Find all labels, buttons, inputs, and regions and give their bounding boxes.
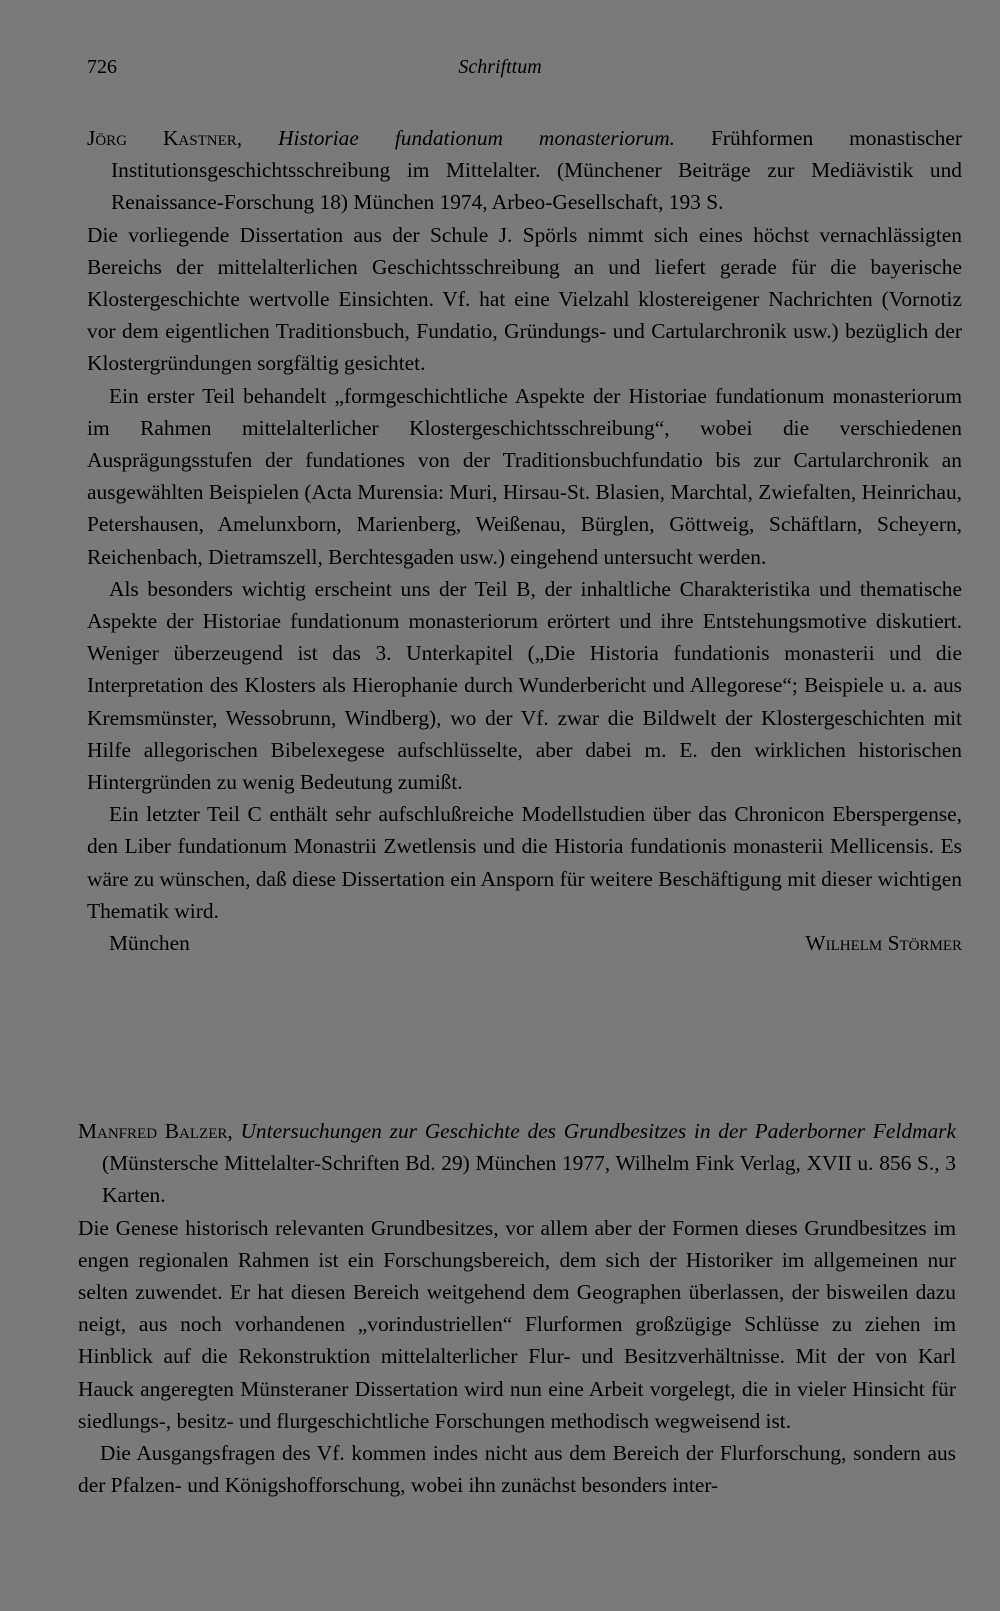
review-paragraph: Als besonders wichtig erscheint uns der Teil B, der inhaltliche Charakteristika und thematische Aspekte der Historiae fundationum monasteriorum erörtert und ihre Entstehungsmotive diskutiert. Weniger überzeugend ist das 3. Unterkapitel („Die Historia fundationis monasterii und die Interpretation des Klosters als Hierophanie durch Wunderbericht und Allegorese“; Beispiele u. a. aus Kremsmünster, Wessobrunn, Windberg), wo der Vf. zwar die Bildwelt der Klostergeschichten mit Hilfe allegorischen Bibelexegese aufschlüsselte, aber dabei m. E. den wirklichen historischen Hintergründen zu wenig Bedeutung zumißt. bbox=[87, 576, 962, 795]
reviewer-place: München bbox=[109, 931, 190, 956]
review-paragraph: Ein letzter Teil C enthält sehr aufschlußreiche Modellstudien über das Chronicon Eberspergense, den Liber fundationum Monastrii Zwetlensis und die Historia fundationis monasterii Mellicensis. Es wäre zu wünschen, daß diese Dissertation ein Ansporn für weitere Beschäftigung mit dieser wichtigen Thematik wird. bbox=[87, 802, 962, 923]
review-balzer bbox=[78, 1115, 956, 1501]
review-paragraph: Ein erster Teil behandelt „formgeschichtliche Aspekte der Historiae fundationum monasteriorum im Rahmen mittelalterlicher Klostergeschichtsschreibung“, wobei die verschiedenen Ausprägungsstufen der fundationes von der Traditionsbuchfundatio bis zur Cartularchronik an ausgewählten Beispielen (Acta Murensia: Muri, Hirsau-St. Blasien, Marchtal, Zwiefalten, Heinrichau, Petershausen, Amelunxborn, Marienberg, Weißenau, Bürglen, Göttweig, Schäftlarn, Scheyern, Reichenbach, Dietramszell, Berchtesgaden usw.) eingehend untersucht werden. bbox=[87, 383, 962, 569]
bibliographic-entry bbox=[78, 1115, 956, 1212]
reviewer-name: Wilhelm Störmer bbox=[805, 931, 962, 956]
review-paragraph: Die Ausgangsfragen des Vf. kommen indes nicht aus dem Bereich der Flurforschung, sondern aus der Pfalzen- und Königshofforschung, wobei ihn zunächst besonders inter- bbox=[78, 1441, 956, 1498]
publication-details: (Münstersche Mittelalter-Schriften Bd. 29) München 1977, Wilhelm Fink Verlag, XVII u. 856 S., 3 Karten. bbox=[102, 1151, 956, 1208]
book-title: Untersuchungen zur Geschichte des Grundbesitzes in der Paderborner Feldmark bbox=[240, 1119, 956, 1143]
running-head bbox=[0, 56, 1000, 86]
author-name: Jörg Kastner, bbox=[87, 126, 243, 150]
review-signature bbox=[87, 927, 962, 959]
page-number: 726 bbox=[87, 56, 117, 78]
review-paragraph: Die Genese historisch relevanten Grundbesitzes, vor allem aber der Formen dieses Grundbesitzes im engen regionalen Rahmen ist ein Forschungsbereich, dem sich der Historiker im allgemeinen nur selten zuwendet. Er hat diesen Bereich weitgehend dem Geographen überlassen, der bisweilen dazu neigt, aus noch vorhandenen „vorindustriellen“ Flurformen großzügige Schlüsse zu ziehen im Hinblick auf die Rekonstruktion mittelalterlicher Flur- und Besitzverhältnisse. Mit der von Karl Hauck angeregten Münsteraner Dissertation wird nun eine Arbeit vorgelegt, die in vieler Hinsicht für siedlungs-, besitz- und flurgeschichtliche Forschungen methodisch wegweisend ist. bbox=[78, 1215, 956, 1433]
review-paragraph: Die vorliegende Dissertation aus der Schule J. Spörls nimmt sich eines höchst vernachlässigten Bereichs der mittelalterlichen Geschichtsschreibung an und liefert gerade für die bayerische Klostergeschichte wertvolle Einsichten. Vf. hat eine Vielzahl klostereigener Nachrichten (Vornotiz vor dem eigentlichen Traditionsbuch, Fundatio, Gründungs- und Cartularchronik usw.) bezüglich der Klostergründungen sorgfältig gesichtet. bbox=[87, 222, 962, 376]
bibliographic-entry bbox=[87, 122, 962, 219]
review-kastner bbox=[87, 122, 962, 959]
publication-details: Frühformen monastischer Institutionsgeschichtsschreibung im Mittelalter. (Münchener Beiträge zur Mediävistik und Renaissance-Forschung 18) München 1974, Arbeo-Gesellschaft, 193 S. bbox=[111, 126, 962, 215]
author-name: Manfred Balzer, bbox=[78, 1119, 233, 1143]
running-title: Schrifttum bbox=[458, 56, 542, 78]
book-title: Historiae fundationum monasteriorum. bbox=[278, 126, 676, 150]
